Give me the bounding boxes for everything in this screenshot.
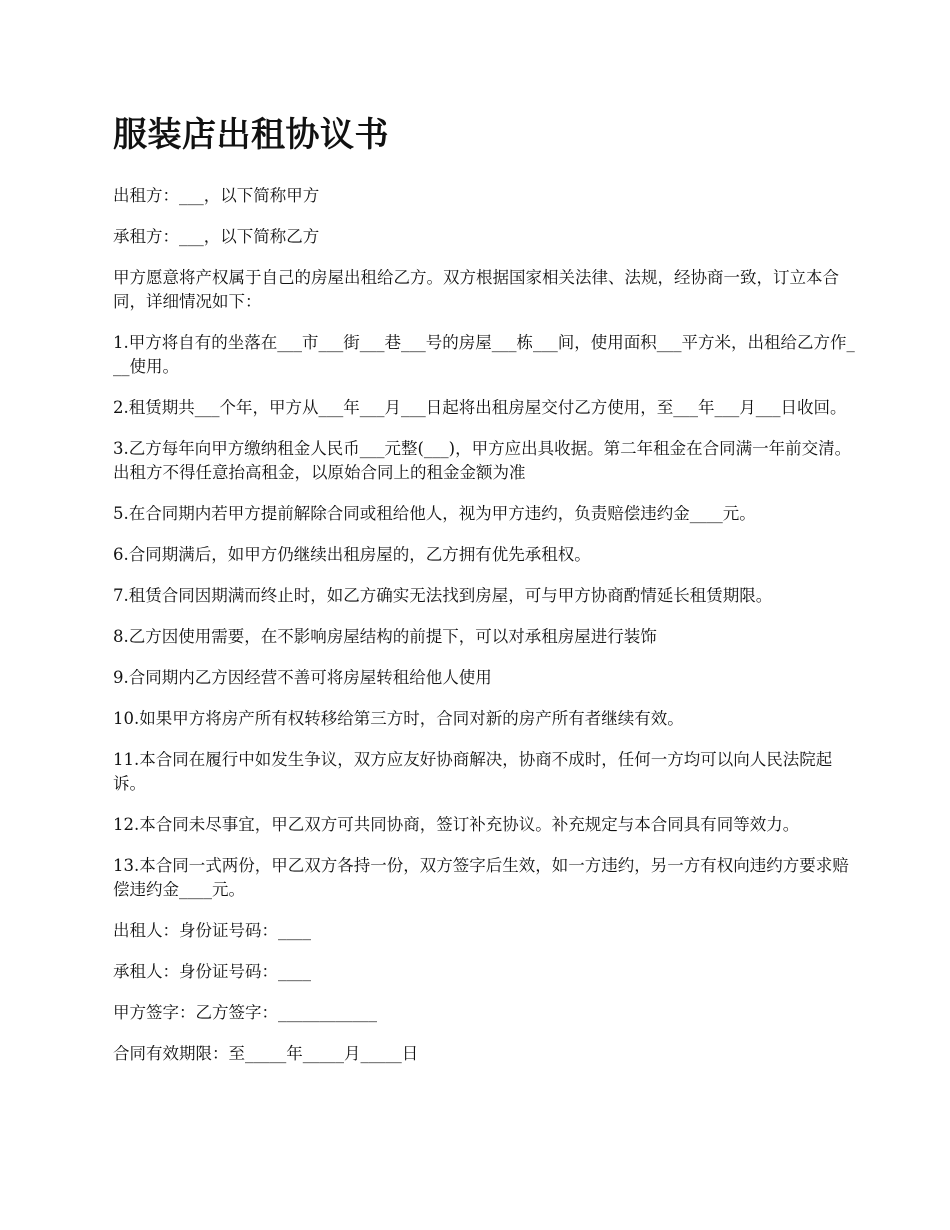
- clause-6: 6.合同期满后，如甲方仍继续出租房屋的，乙方拥有优先承租权。: [113, 545, 591, 564]
- clause-11: 11.本合同在履行中如发生争议，双方应友好协商解决，协商不成时，任何一方均可以向人民法院起诉。: [113, 750, 833, 793]
- clause-7: 7.租赁合同因期满而终止时，如乙方确实无法找到房屋，可与甲方协商酌情延长租赁期限。: [113, 586, 773, 605]
- clause-8: 8.乙方因使用需要，在不影响房屋结构的前提下，可以对承租房屋进行装饰: [113, 627, 657, 646]
- document-page: [113, 110, 858, 1083]
- clause-1: 1.甲方将自有的坐落在___市___街___巷___号的房屋___栋___间，使用面积___平方米，出租给乙方作___使用。: [113, 333, 855, 376]
- clause-10: 10.如果甲方将房产所有权转移给第三方时，合同对新的房产所有者继续有效。: [113, 709, 684, 728]
- lessor-id-line: 出租人：身份证号码：____: [113, 921, 311, 940]
- lessee-line: 承租方：___，以下简称乙方: [113, 227, 320, 246]
- clause-13: 13.本合同一式两份，甲乙双方各持一份，双方签字后生效，如一方违约，另一方有权向违约方要求赔偿违约金____元。: [113, 856, 849, 899]
- clause-2: 2.租赁期共___个年，甲方从___年___月___日起将出租房屋交付乙方使用，至___年___月___日收回。: [113, 398, 847, 417]
- lessee-id-line: 承租人：身份证号码：____: [113, 962, 311, 981]
- intro-paragraph: 甲方愿意将产权属于自己的房屋出租给乙方。双方根据国家相关法律、法规，经协商一致，订立本合同，详细情况如下：: [113, 268, 839, 311]
- validity-line: 合同有效期限：至_____年_____月_____日: [113, 1044, 419, 1063]
- clause-3: 3.乙方每年向甲方缴纳租金人民币___元整(___)，甲方应出具收据。第二年租金在合同满一年前交清。出租方不得任意抬高租金，以原始合同上的租金金额为准: [113, 439, 852, 482]
- clause-12: 12.本合同未尽事宜，甲乙双方可共同协商，签订补充协议。补充规定与本合同具有同等效力。: [113, 815, 800, 834]
- clause-9: 9.合同期内乙方因经营不善可将房屋转租给他人使用: [113, 668, 492, 687]
- clause-5: 5.在合同期内若甲方提前解除合同或租给他人，视为甲方违约，负责赔偿违约金____元。: [113, 504, 756, 523]
- lessor-line: 出租方：___，以下简称甲方: [113, 186, 320, 205]
- document-title: 服装店出租协议书: [113, 115, 389, 155]
- signature-line: 甲方签字：乙方签字：____________: [113, 1003, 377, 1022]
